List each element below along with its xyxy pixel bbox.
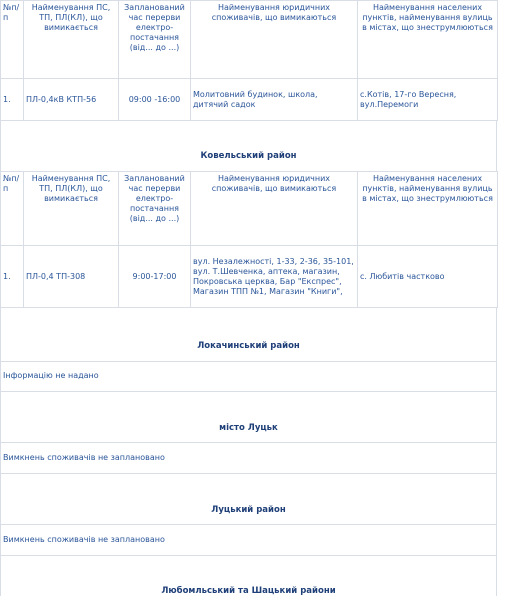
- header-ps: Найменування ПС, ТП, ПЛ(КЛ), що вимикається: [24, 172, 119, 246]
- table-header-row: [1, 172, 498, 246]
- row-ps: ПЛ-0,4кВ КТП-56: [24, 79, 119, 121]
- header-streets: Найменування населених пунктів, найменування вулиць в містах, що знеструмлюються: [358, 1, 498, 79]
- section-title-lyubomal: Любомльський та Шацький райони: [161, 586, 336, 596]
- header-time: Запланований час перерви електро-постачання (від... до ...): [119, 1, 191, 79]
- divider: [0, 442, 497, 443]
- divider: [0, 361, 497, 362]
- row-num: 1.: [1, 79, 24, 121]
- section-title-lutsk-district: Луцький район: [211, 505, 286, 515]
- header-time: Запланований час перерви електро-постачання (від... до ...): [119, 172, 191, 246]
- table-header-row: [1, 1, 498, 79]
- row-time: 9:00-17:00: [119, 246, 191, 308]
- header-num: №п/п: [1, 1, 24, 79]
- header-consumers: Найменування юридичних споживачів, що вимикаються: [191, 172, 358, 246]
- row-consumers: вул. Незалежності, 1-33, 2-36, 35-101, вул. Т.Шевченка, аптека, магазин, Покровська церква, Бар "Експрес", Магазин ТПП №1, Магазин "Книги",: [191, 246, 358, 308]
- row-streets: с. Любитів частково: [358, 246, 498, 308]
- outage-table-2: [0, 171, 498, 308]
- divider: [0, 524, 497, 525]
- header-ps: Найменування ПС, ТП, ПЛ(КЛ), що вимикається: [24, 1, 119, 79]
- section-title-lokachi: Локачинський район: [197, 341, 300, 351]
- outage-table-1: [0, 0, 498, 121]
- row-streets: с.Котів, 17-го Вересня, вул.Перемоги: [358, 79, 498, 121]
- row-consumers: Молитовний будинок, школа, дитячий садок: [191, 79, 358, 121]
- row-ps: ПЛ-0,4 ТП-308: [24, 246, 119, 308]
- note-lokachi: Інформацію не надано: [3, 371, 99, 380]
- table-row: [1, 79, 498, 121]
- section-title-lutsk-city: місто Луцьк: [219, 423, 278, 433]
- kovel-section-block: [0, 120, 497, 171]
- header-num: №п/п: [1, 172, 24, 246]
- section-title-kovel: Ковельський район: [200, 151, 297, 161]
- header-streets: Найменування населених пунктів, найменування вулиць в містах, що знеструмлюються: [358, 172, 498, 246]
- row-num: 1.: [1, 246, 24, 308]
- note-lutsk-district: Вимкнень споживачів не заплановано: [3, 535, 165, 544]
- row-time: 09:00 -16:00: [119, 79, 191, 121]
- note-lutsk-city: Вимкнень споживачів не заплановано: [3, 453, 165, 462]
- header-consumers: Найменування юридичних споживачів, що вимикаються: [191, 1, 358, 79]
- table-row: [1, 246, 498, 308]
